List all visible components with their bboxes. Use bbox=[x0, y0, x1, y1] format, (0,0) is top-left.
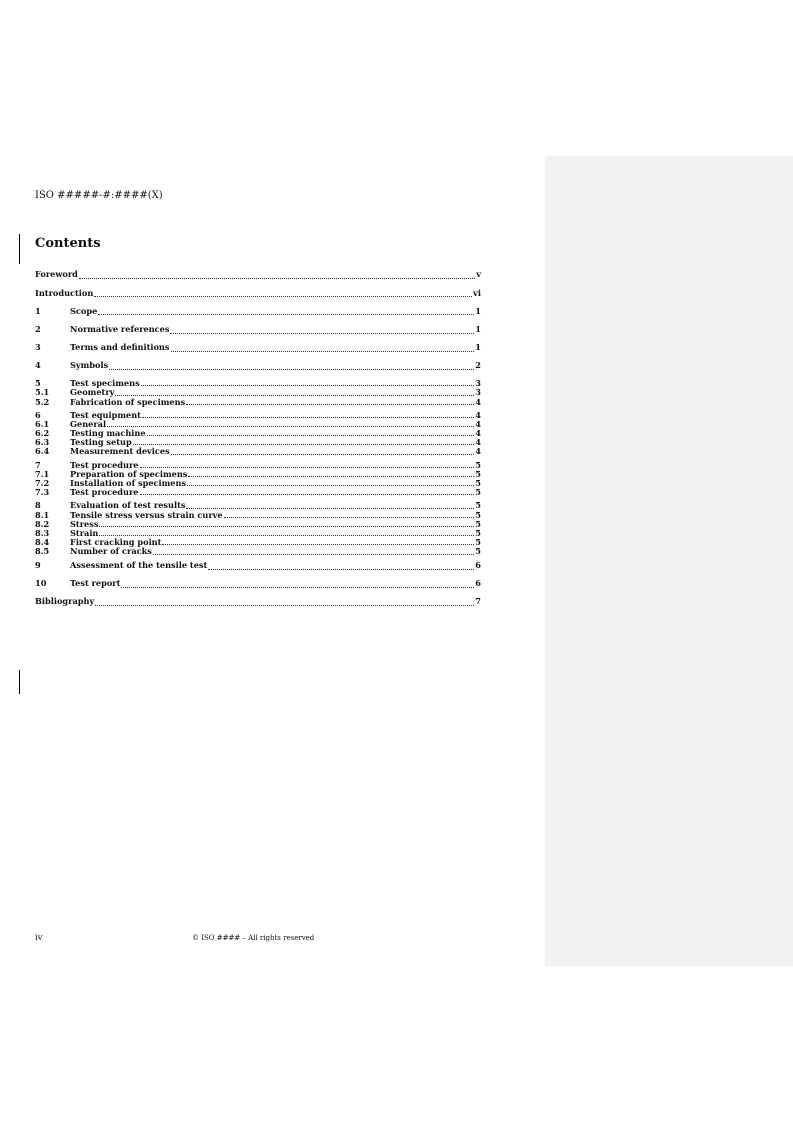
toc-entry-number: 6.2 bbox=[35, 428, 50, 439]
toc-entry-title: Test procedure bbox=[70, 487, 139, 498]
toc-dot-leader bbox=[170, 332, 474, 334]
toc-dot-leader bbox=[224, 516, 475, 518]
toc-entry-page: 4 bbox=[475, 437, 481, 448]
toc-entry-page: 1 bbox=[475, 305, 481, 316]
toc-dot-leader bbox=[187, 484, 474, 486]
toc-dot-leader bbox=[142, 416, 474, 418]
toc-dot-leader bbox=[99, 534, 474, 536]
toc-entry-number: 6.1 bbox=[35, 418, 50, 429]
toc-entry-page: 5 bbox=[475, 537, 481, 548]
toc-entry-title: Foreword bbox=[35, 269, 78, 280]
toc-entry-page: 4 bbox=[475, 446, 481, 457]
contents-heading: Contents bbox=[35, 236, 101, 251]
toc-dot-leader bbox=[153, 553, 474, 555]
toc-entry-title: Fabrication of specimens bbox=[70, 396, 186, 407]
toc-entry-number: 8.1 bbox=[35, 509, 50, 520]
toc-entry-title: Testing machine bbox=[70, 428, 146, 439]
change-bar bbox=[19, 670, 20, 694]
toc-entry-title: Assessment of the tensile test bbox=[70, 559, 208, 570]
toc-entry[interactable] bbox=[35, 520, 481, 529]
toc-entry-page: 4 bbox=[475, 409, 481, 420]
toc-entry-title: Measurement devices bbox=[70, 446, 170, 457]
toc-entry-title: Bibliography bbox=[35, 596, 95, 607]
toc-entry-page: 4 bbox=[475, 418, 481, 429]
toc-entry[interactable] bbox=[35, 511, 481, 520]
toc-entry-page: 5 bbox=[475, 459, 481, 470]
toc-entry-number: 8.3 bbox=[35, 527, 50, 538]
toc-dot-leader bbox=[140, 466, 475, 468]
toc-entry-page: 1 bbox=[475, 324, 481, 335]
toc-entry[interactable] bbox=[35, 357, 481, 375]
toc-entry-title: Symbols bbox=[70, 360, 109, 371]
toc-entry-page: 2 bbox=[475, 360, 481, 371]
toc-entry-title: General bbox=[70, 418, 107, 429]
toc-entry-page: v bbox=[476, 269, 481, 280]
toc-entry-page: 5 bbox=[475, 478, 481, 488]
toc-entry[interactable] bbox=[35, 488, 481, 497]
toc-entry-number: 1 bbox=[35, 305, 41, 316]
toc-entry-number: 5 bbox=[35, 378, 41, 389]
toc-entry-number: 6 bbox=[35, 409, 41, 420]
toc-dot-leader bbox=[171, 350, 475, 352]
toc-entry-page: 5 bbox=[475, 487, 481, 498]
toc-entry-page: vi bbox=[473, 287, 481, 298]
toc-entry-title: Tensile stress versus strain curve bbox=[70, 509, 223, 520]
toc-entry-title: Test report bbox=[70, 578, 121, 589]
toc-entry-number: 6.3 bbox=[35, 437, 50, 448]
toc-entry-number: 8.5 bbox=[35, 546, 50, 557]
toc-entry-number: 8 bbox=[35, 500, 41, 511]
toc-dot-leader bbox=[147, 434, 475, 436]
toc-entry-number: 5.1 bbox=[35, 387, 50, 398]
toc-dot-leader bbox=[140, 493, 475, 495]
toc-entry[interactable] bbox=[35, 321, 481, 339]
toc-dot-leader bbox=[115, 394, 474, 396]
toc-entry-number: 3 bbox=[35, 342, 41, 353]
toc-entry[interactable] bbox=[35, 302, 481, 320]
toc-entry[interactable] bbox=[35, 284, 481, 302]
toc-dot-leader bbox=[171, 453, 475, 455]
toc-entry-title: Test specimens bbox=[70, 378, 140, 389]
toc-entry-number: 7 bbox=[35, 459, 41, 470]
toc-entry-number: 8.4 bbox=[35, 537, 50, 548]
toc-entry-page: 6 bbox=[475, 559, 481, 570]
toc-dot-leader bbox=[133, 443, 475, 445]
toc-entry-title: Strain bbox=[70, 527, 99, 538]
toc-entry-page: 4 bbox=[475, 396, 481, 407]
toc-entry-title: Scope bbox=[70, 305, 98, 316]
toc-entry-page: 1 bbox=[475, 342, 481, 353]
toc-entry-number: 9 bbox=[35, 559, 41, 570]
toc-entry-title: Normative references bbox=[70, 324, 170, 335]
toc-entry-page: 7 bbox=[475, 596, 481, 607]
toc-entry-title: Geometry bbox=[70, 387, 115, 398]
toc-entry-page: 5 bbox=[475, 527, 481, 538]
comment-pane bbox=[545, 156, 793, 966]
toc-dot-leader bbox=[121, 586, 474, 588]
toc-entry-page: 3 bbox=[475, 378, 481, 389]
toc-entry-number: 7.2 bbox=[35, 478, 50, 488]
change-bar bbox=[19, 234, 20, 264]
toc-entry[interactable] bbox=[35, 575, 481, 593]
document-id-header: ISO #####-#:####(X) bbox=[35, 190, 163, 201]
toc-entry-page: 5 bbox=[475, 468, 481, 479]
toc-entry-number: 7.3 bbox=[35, 487, 50, 498]
toc-entry[interactable] bbox=[35, 557, 481, 575]
toc-entry-title: First cracking point bbox=[70, 537, 162, 548]
toc-dot-leader bbox=[162, 543, 474, 545]
toc-entry-title: Number of cracks bbox=[70, 546, 152, 557]
toc-dot-leader bbox=[109, 368, 474, 370]
toc-entry-number: 2 bbox=[35, 324, 41, 335]
toc-entry-page: 3 bbox=[475, 387, 481, 398]
toc-dot-leader bbox=[186, 507, 474, 509]
toc-entry-title: Test equipment bbox=[70, 409, 141, 420]
toc-dot-leader bbox=[98, 313, 474, 315]
toc-entry-number: 7.1 bbox=[35, 468, 50, 479]
toc-entry-title: Preparation of specimens bbox=[70, 468, 188, 479]
footer-page-number: iv bbox=[35, 933, 43, 943]
toc-entry[interactable] bbox=[35, 339, 481, 357]
toc-entry[interactable] bbox=[35, 398, 481, 407]
toc-dot-leader bbox=[99, 525, 474, 527]
toc-entry-number: 10 bbox=[35, 578, 47, 589]
toc-dot-leader bbox=[208, 568, 474, 570]
toc-dot-leader bbox=[107, 425, 474, 427]
toc-entry[interactable] bbox=[35, 447, 481, 456]
toc-entry-title: Testing setup bbox=[70, 437, 132, 448]
toc-entry-page: 5 bbox=[475, 518, 481, 529]
toc-entry-title: Introduction bbox=[35, 287, 94, 298]
footer-copyright: © ISO #### – All rights reserved bbox=[192, 934, 315, 942]
toc-entry-page: 4 bbox=[475, 428, 481, 439]
toc-dot-leader bbox=[94, 295, 472, 297]
toc-entry-page: 5 bbox=[475, 509, 481, 520]
toc-dot-leader bbox=[79, 277, 475, 279]
toc-entry-title: Installation of specimens bbox=[70, 478, 187, 488]
toc-entry-number: 5.2 bbox=[35, 396, 50, 407]
toc-dot-leader bbox=[141, 384, 475, 386]
toc-dot-leader bbox=[186, 403, 474, 405]
toc-dot-leader bbox=[95, 604, 474, 606]
toc-entry-number: 6.4 bbox=[35, 446, 50, 457]
toc-entry-title: Terms and definitions bbox=[70, 342, 170, 353]
toc-entry-page: 5 bbox=[475, 500, 481, 511]
toc-entry-page: 5 bbox=[475, 546, 481, 557]
toc-entry[interactable] bbox=[35, 547, 481, 556]
toc-entry-number: 8.2 bbox=[35, 518, 50, 529]
toc-entry[interactable] bbox=[35, 593, 481, 611]
toc-entry[interactable] bbox=[35, 266, 481, 284]
toc-entry-title: Test procedure bbox=[70, 459, 139, 470]
toc-entry-page: 6 bbox=[475, 578, 481, 589]
toc-entry-title: Stress bbox=[70, 518, 99, 529]
table-of-contents bbox=[35, 266, 481, 611]
toc-entry-title: Evaluation of test results bbox=[70, 500, 186, 511]
toc-dot-leader bbox=[188, 475, 474, 477]
toc-entry-number: 4 bbox=[35, 360, 41, 371]
